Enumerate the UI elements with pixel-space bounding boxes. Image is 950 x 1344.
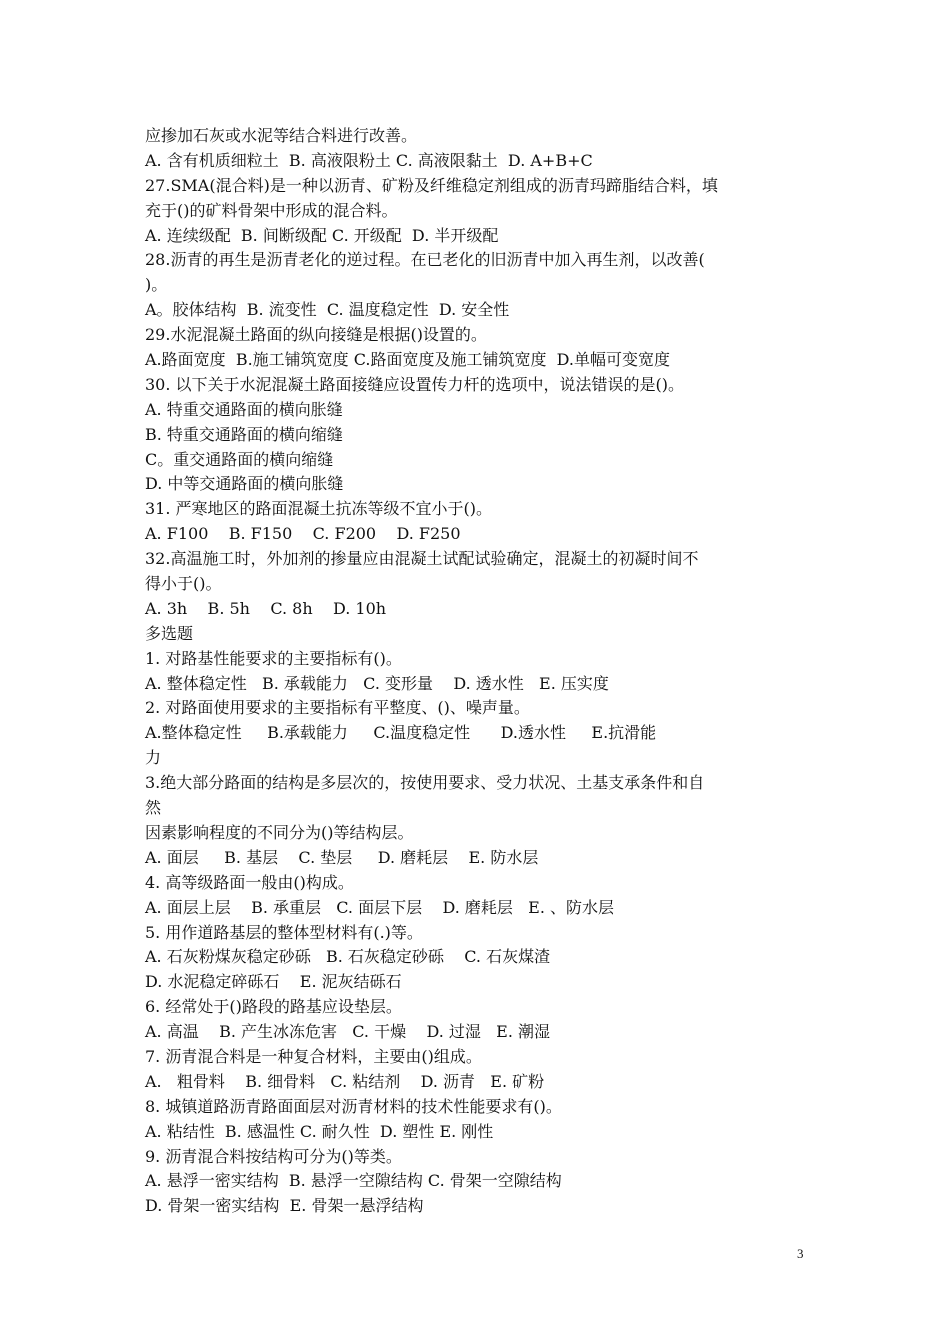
text-line: 充于()的矿料骨架中形成的混合料。 (145, 200, 398, 220)
text-line: 多选题 (145, 623, 194, 643)
text-line: A. 连续级配 B. 间断级配 C. 开级配 D. 半开级配 (145, 225, 499, 245)
text-line: 5. 用作道路基层的整体型材料有(.)等。 (145, 922, 423, 942)
text-line: A. 整体稳定性 B. 承载能力 C. 变形量 D. 透水性 E. 压实度 (145, 673, 609, 693)
text-line: A.整体稳定性 B.承载能力 C.温度稳定性 D.透水性 E.抗滑能 (145, 723, 657, 743)
text-line: 2. 对路面使用要求的主要指标有平整度、()、噪声量。 (145, 698, 530, 718)
text-line: 31. 严寒地区的路面混凝土抗冻等级不宜小于()。 (145, 499, 493, 519)
text-line: 力 (145, 748, 162, 768)
text-line: A. 面层 B. 基层 C. 垫层 D. 磨耗层 E. 防水层 (145, 847, 539, 867)
text-line: 7. 沥青混合料是一种复合材料，主要由()组成。 (145, 1046, 482, 1066)
text-line: A. 含有机质细粒土 B. 高液限粉土 C. 高液限黏土 D. A+B+C (145, 150, 593, 170)
text-line: 9. 沥青混合料按结构可分为()等类。 (145, 1146, 402, 1166)
text-line: 得小于()。 (145, 574, 222, 594)
text-line: 3.绝大部分路面的结构是多层次的，按使用要求、受力状况、土基支承条件和自 (145, 773, 705, 793)
text-line: 30. 以下关于水泥混凝土路面接缝应设置传力杆的选项中，说法错误的是()。 (145, 374, 685, 394)
text-line: 8. 城镇道路沥青路面面层对沥青材料的技术性能要求有()。 (145, 1096, 562, 1116)
text-line: 6. 经常处于()路段的路基应设垫层。 (145, 997, 402, 1017)
text-line: 4. 高等级路面一般由()构成。 (145, 872, 354, 892)
text-line: 应掺加石灰或水泥等结合料进行改善。 (145, 126, 418, 145)
text-line: D. 水泥稳定碎砾石 E. 泥灰结砾石 (145, 972, 402, 992)
text-line: 28.沥青的再生是沥青老化的逆过程。在已老化的旧沥青中加入再生剂，以改善( (145, 250, 705, 270)
text-line: 29.水泥混凝土路面的纵向接缝是根据()设置的。 (145, 325, 487, 345)
text-line: 因素影响程度的不同分为()等结构层。 (145, 822, 414, 842)
text-line: )。 (145, 275, 168, 295)
text-line: B. 特重交通路面的横向缩缝 (145, 424, 343, 444)
text-line: C。重交通路面的横向缩缝 (145, 449, 334, 469)
text-line: A. F100 B. F150 C. F200 D. F250 (145, 524, 461, 544)
text-line: 然 (145, 798, 162, 818)
text-line: A. 悬浮一密实结构 B. 悬浮一空隙结构 C. 骨架一空隙结构 (145, 1171, 562, 1191)
text-line: A. 粗骨料 B. 细骨料 C. 粘结剂 D. 沥青 E. 矿粉 (145, 1071, 545, 1091)
text-line: A。胶体结构 B. 流变性 C. 温度稳定性 D. 安全性 (145, 300, 510, 320)
text-line: A. 面层上层 B. 承重层 C. 面层下层 D. 磨耗层 E. 、防水层 (145, 897, 614, 917)
text-line: 32.高温施工时，外加剂的掺量应由混凝土试配试验确定，混凝土的初凝时间不 (145, 549, 699, 569)
text-line: 27.SMA(混合料)是一种以沥青、矿粉及纤维稳定剂组成的沥青玛蹄脂结合料，填 (145, 175, 718, 195)
text-line: A. 特重交通路面的横向胀缝 (145, 399, 343, 419)
page-number: 3 (797, 1246, 804, 1261)
text-line: D. 骨架一密实结构 E. 骨架一悬浮结构 (145, 1196, 424, 1216)
text-line: 1. 对路基性能要求的主要指标有()。 (145, 648, 402, 668)
text-line: A. 石灰粉煤灰稳定砂砾 B. 石灰稳定砂砾 C. 石灰煤渣 (145, 947, 551, 967)
text-line: A. 3h B. 5h C. 8h D. 10h (145, 598, 387, 618)
document-body (145, 124, 815, 1219)
text-line: A. 粘结性 B. 感温性 C. 耐久性 D. 塑性 E. 刚性 (145, 1121, 494, 1141)
text-line: A. 高温 B. 产生冰冻危害 C. 干燥 D. 过湿 E. 潮湿 (145, 1022, 550, 1042)
text-line: D. 中等交通路面的横向胀缝 (145, 474, 344, 494)
text-line: A.路面宽度 B.施工铺筑宽度 C.路面宽度及施工铺筑宽度 D.单幅可变宽度 (145, 350, 671, 370)
